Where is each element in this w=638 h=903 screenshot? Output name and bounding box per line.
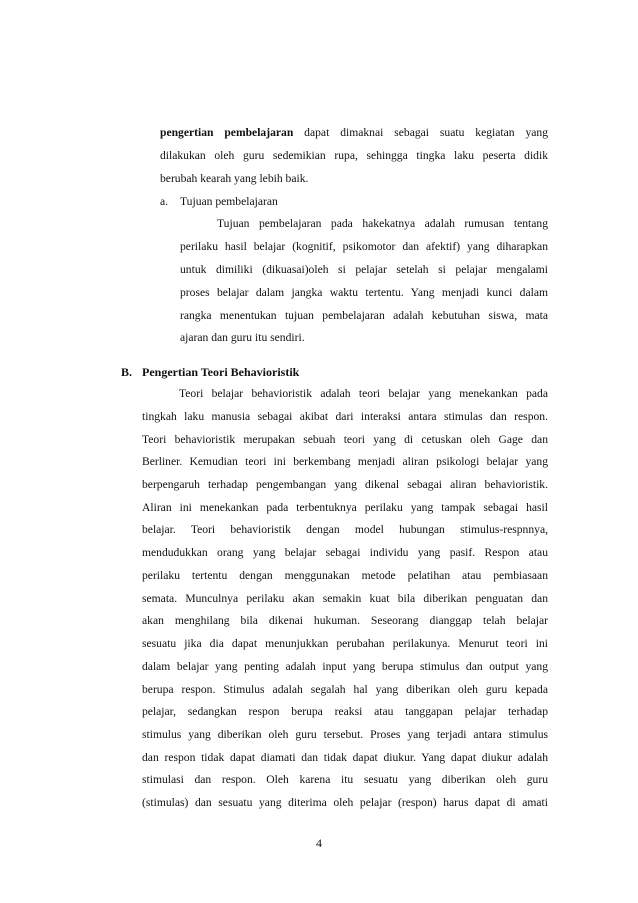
section-b-label: B. bbox=[121, 365, 133, 379]
section-b-line-4: Berliner. Kemudian teori ini berkembang menjadi aliran psikologi belajar yang bbox=[142, 455, 548, 468]
section-b-line-15: pelajar, sedangkan respon berupa reaksi atau tanggapan pelajar terhadap bbox=[142, 705, 548, 718]
section-b-line-6: Aliran ini menekankan pada terbentuknya perilaku yang tampak sebagai hasil bbox=[142, 501, 548, 514]
section-b-line-7: belajar. Teori behavioristik dengan model hubungan stimulus-respnnya, bbox=[142, 523, 548, 536]
section-b-line-14: berupa respon. Stimulus adalah segalah hal yang diberikan oleh guru kepada bbox=[142, 683, 548, 696]
section-b-line-18: stimulasi dan respon. Oleh karena itu sesuatu yang diberikan oleh guru bbox=[142, 773, 548, 786]
section-b-line-1: Teori belajar behavioristik adalah teori belajar yang menekankan pada bbox=[179, 387, 548, 400]
section-b-line-9: perilaku tertentu dengan menggunakan metode pelatihan atau pembiasaan bbox=[142, 569, 548, 582]
section-b-line-13: dalam belajar yang penting adalah input yang berupa stimulus dan output yang bbox=[142, 660, 548, 673]
section-b-line-3: Teori behavioristik merupakan sebuah teori yang di cetuskan oleh Gage dan bbox=[142, 433, 548, 446]
subsection-a-line-6: ajaran dan guru itu sendiri. bbox=[180, 331, 305, 344]
page-number: 4 bbox=[316, 836, 322, 850]
section-b-line-16: stimulus yang diberikan oleh guru tersebut. Proses yang terjadi antara stimulus bbox=[142, 728, 548, 741]
section-b-line-5: berpengaruh terhadap pengembangan yang dikenal sebagai aliran behavioristik. bbox=[142, 478, 548, 491]
subsection-a-title: Tujuan pembelajaran bbox=[180, 195, 278, 208]
intro-line-3: berubah kearah yang lebih baik. bbox=[160, 172, 309, 185]
section-b-line-17: dan respon tidak dapat diamati dan tidak dapat diukur. Yang dapat diukur adalah bbox=[142, 751, 548, 764]
section-b-line-2: tingkah laku manusia sebagai akibat dari interaksi antara stimulas dan respon. bbox=[142, 410, 548, 423]
section-b-line-12: sesuatu jika dia dapat menunjukkan perubahan perilakunya. Menurut teori ini bbox=[142, 637, 548, 650]
intro-line-1 bbox=[160, 123, 548, 143]
section-b-line-8: mendudukkan orang yang belajar sebagai individu yang pasif. Respon atau bbox=[142, 546, 548, 559]
subsection-a-line-1: Tujuan pembelajaran pada hakekatnya adalah rumusan tentang bbox=[217, 217, 548, 230]
section-b-line-10: semata. Munculnya perilaku akan semakin kuat bila diberikan penguatan dan bbox=[142, 592, 548, 605]
subsection-a-line-3: untuk dimiliki (dikuasai)oleh si pelajar setelah si pelajar mengalami bbox=[180, 263, 548, 276]
subsection-a-line-5: rangka menentukan tujuan pembelajaran adalah kebutuhan siswa, mata bbox=[180, 309, 548, 322]
subsection-a-label: a. bbox=[160, 195, 169, 208]
intro-line-1-rest: dapat dimaknai sebagai suatu kegiatan yang bbox=[293, 126, 548, 139]
section-b-line-19: (stimulas) dan sesuatu yang diterima oleh pelajar (respon) harus dapat di amati bbox=[142, 796, 548, 809]
intro-line-2: dilakukan oleh guru sedemikian rupa, sehingga tingka laku peserta didik bbox=[160, 149, 548, 162]
intro-lead-bold: pengertian pembelajaran bbox=[160, 126, 294, 139]
section-b-title: Pengertian Teori Behavioristik bbox=[142, 365, 300, 379]
subsection-a-line-4: proses belajar dalam jangka waktu tertentu. Yang menjadi kunci dalam bbox=[180, 286, 548, 299]
subsection-a-line-2: perilaku hasil belajar (kognitif, psikomotor dan afektif) yang diharapkan bbox=[180, 240, 548, 253]
section-b-line-11: akan menghilang bila dikenai hukuman. Seseorang dianggap telah belajar bbox=[142, 614, 548, 627]
